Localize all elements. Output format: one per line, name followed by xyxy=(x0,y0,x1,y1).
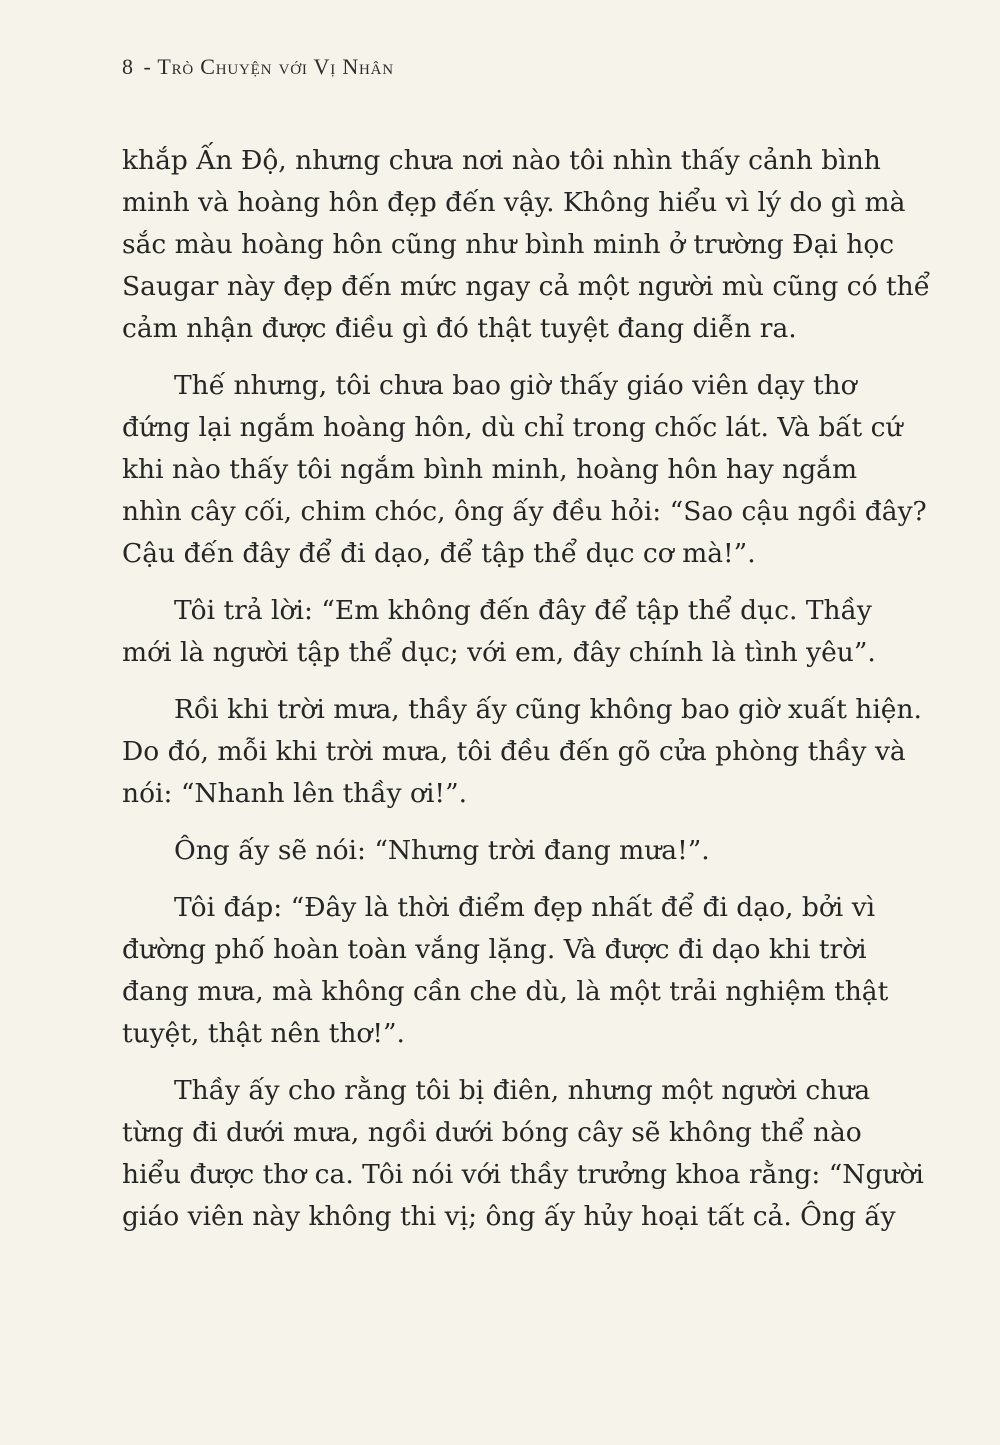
text-line: Rồi khi trời mưa, thầy ấy cũng không bao giờ xuất hiện. xyxy=(174,694,922,725)
text-line: nói: “Nhanh lên thầy ơi!”. xyxy=(122,778,468,809)
text-line: hiểu được thơ ca. Tôi nói với thầy trưởng khoa rằng: “Người xyxy=(122,1159,924,1190)
text-line: khi nào thấy tôi ngắm bình minh, hoàng hôn hay ngắm xyxy=(122,454,858,485)
paragraph xyxy=(122,365,927,575)
text-line: Thế nhưng, tôi chưa bao giờ thấy giáo viên dạy thơ xyxy=(174,370,857,401)
text-line: khắp Ấn Độ, nhưng chưa nơi nào tôi nhìn thấy cảnh bình xyxy=(122,145,881,176)
text-line: Do đó, mỗi khi trời mưa, tôi đều đến gõ cửa phòng thầy và xyxy=(122,736,906,767)
page-number: 8 xyxy=(122,54,134,79)
running-header xyxy=(122,54,394,80)
text-line: nhìn cây cối, chim chóc, ông ấy đều hỏi: “Sao cậu ngồi đây? xyxy=(122,496,927,527)
header-separator: - xyxy=(143,54,152,79)
text-line: tuyệt, thật nên thơ!”. xyxy=(122,1018,405,1049)
paragraph xyxy=(122,887,889,1055)
paragraph xyxy=(122,590,874,674)
text-line: sắc màu hoàng hôn cũng như bình minh ở trường Đại học xyxy=(122,229,895,260)
text-line: đứng lại ngắm hoàng hôn, dù chỉ trong chốc lát. Và bất cứ xyxy=(122,412,903,443)
text-line: minh và hoàng hôn đẹp đến vậy. Không hiểu vì lý do gì mà xyxy=(122,187,906,218)
text-line: giáo viên này không thi vị; ông ấy hủy hoại tất cả. Ông ấy xyxy=(122,1201,896,1232)
text-line: Thầy ấy cho rằng tôi bị điên, nhưng một người chưa xyxy=(174,1075,871,1106)
text-line: Tôi trả lời: “Em không đến đây để tập thể dục. Thầy xyxy=(174,595,872,626)
text-line: Tôi đáp: “Đây là thời điểm đẹp nhất để đi dạo, bởi vì xyxy=(174,892,876,923)
text-line: đường phố hoàn toàn vắng lặng. Và được đi dạo khi trời xyxy=(122,934,867,965)
paragraph xyxy=(122,689,922,815)
text-line: Saugar này đẹp đến mức ngay cả một người mù cũng có thể xyxy=(122,271,931,302)
text-line: từng đi dưới mưa, ngồi dưới bóng cây sẽ không thể nào xyxy=(122,1117,862,1148)
paragraph xyxy=(122,140,931,350)
text-line: cảm nhận được điều gì đó thật tuyệt đang diễn ra. xyxy=(122,313,797,344)
text-line: Ông ấy sẽ nói: “Nhưng trời đang mưa!”. xyxy=(174,835,710,866)
running-title: Trò Chuyện với Vị Nhân xyxy=(157,54,394,79)
text-line: mới là người tập thể dục; với em, đây chính là tình yêu”. xyxy=(122,637,876,668)
text-line: Cậu đến đây để đi dạo, để tập thể dục cơ mà!”. xyxy=(122,538,756,569)
paragraph xyxy=(122,1070,924,1238)
text-line: đang mưa, mà không cần che dù, là một trải nghiệm thật xyxy=(122,976,889,1007)
paragraph xyxy=(122,830,874,872)
body-text xyxy=(122,140,931,1253)
